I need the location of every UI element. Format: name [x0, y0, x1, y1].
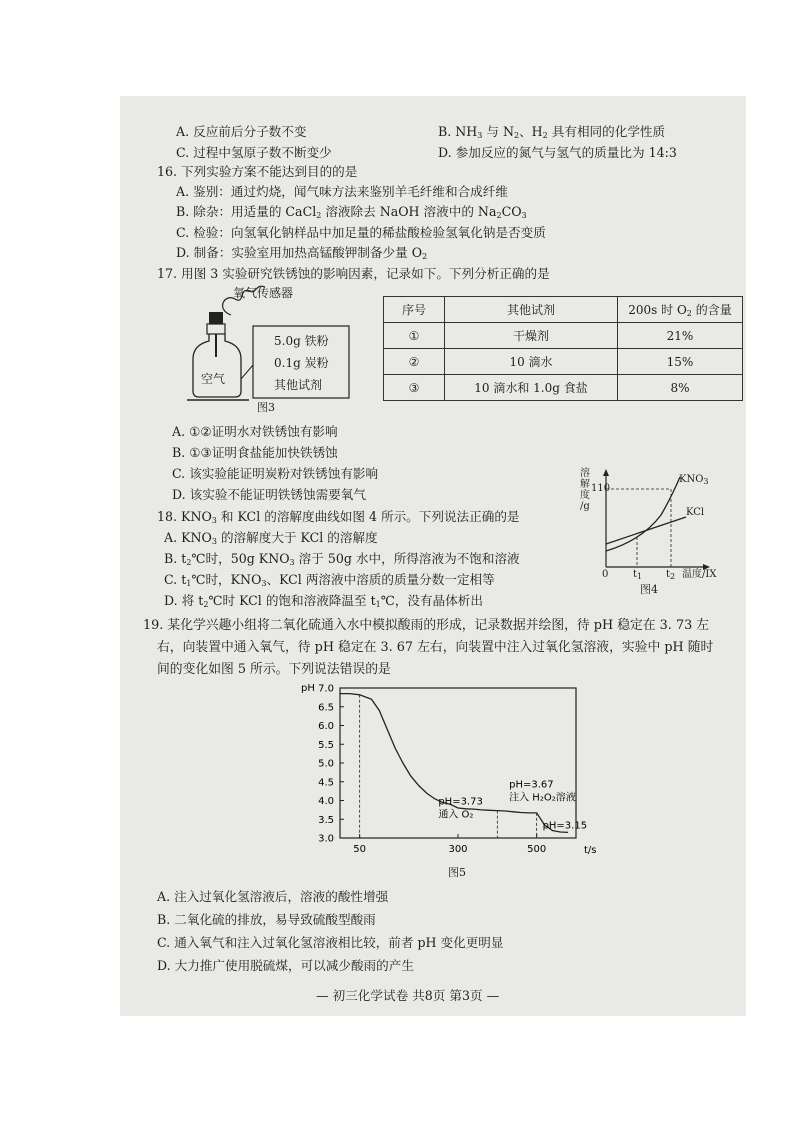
q18-option-a: A. $KNO_3$ 的溶解度大于 KCl 的溶解度 — [164, 530, 378, 546]
fig4-y-arrow — [603, 469, 609, 476]
oxygen-sensor-label: 氧气传感器 — [233, 286, 294, 300]
q16-stem: 16. 下列实验方案不能达到目的的是 — [157, 164, 358, 179]
table-row — [384, 375, 743, 401]
fig4-t1: $t_1$ — [633, 569, 643, 581]
q16-option-c: C. 检验：向氢氧化钠样品中加足量的稀盐酸检验氢氧化钠是否变质 — [176, 225, 546, 240]
q15-option-a: A. 反应前后分子数不变 — [176, 124, 307, 139]
figure-4-caption: 图4 — [640, 583, 658, 596]
kno3-label: $KNO_3$ — [679, 474, 709, 486]
q16-option-a: A. 鉴别：通过灼烧，闻气味方法来鉴别羊毛纤维和合成纤维 — [176, 184, 508, 199]
q17-option-b: B. ①③证明食盐能加快铁锈蚀 — [172, 445, 338, 460]
q18-option-c: C. $t_1℃$时，$KNO_3$、KCl 两溶液中溶质的质量分数一定相等 — [164, 572, 495, 588]
box-line-2: 0.1g 炭粉 — [274, 356, 329, 370]
q16-option-d: D. 制备：实验室用加热高锰酸钾制备少量 $O_2$ — [176, 245, 428, 261]
x-tick-label: 500 — [527, 844, 547, 855]
fig4-xlabel: 温度/IX — [682, 569, 717, 580]
q18-stem: 18. $KNO_3$ 和 KCl 的溶解度曲线如图 4 所示。下列说法正确的是 — [157, 509, 520, 525]
table-header-row — [384, 297, 743, 323]
y-tick-label: 7.0 — [318, 683, 334, 695]
figure-5-caption: 图5 — [448, 866, 466, 879]
table-cell: 10 滴水 — [445, 349, 618, 375]
q15-option-d: D. 参加反应的氮气与氢气的质量比为 14:3 — [438, 145, 677, 160]
table-cell: 8% — [618, 375, 743, 401]
q15-option-b: B. $NH_3$ 与 $N_2$、$H_2$ 具有相同的化学性质 — [438, 124, 666, 140]
kcl-label: KCl — [686, 507, 705, 518]
table-header: 其他试剂 — [445, 297, 618, 323]
y-tick-label: 6.5 — [318, 702, 334, 714]
table-row — [384, 323, 743, 349]
table-cell: 21% — [618, 323, 743, 349]
table-cell: 15% — [618, 349, 743, 375]
q19-option-b: B. 二氧化硫的排放，易导致硫酸型酸雨 — [157, 912, 376, 927]
page-footer: — 初三化学试卷 共8页 第3页 — — [316, 988, 500, 1003]
chart-annotation: 注入 H₂O₂溶液 — [509, 792, 576, 804]
figure-3-caption: 图3 — [257, 401, 275, 414]
q19-option-d: D. 大力推广使用脱硫煤，可以减少酸雨的产生 — [157, 958, 414, 973]
table-header: 200s 时 $O_2$ 的含量 — [618, 297, 743, 323]
sensor-probe-top — [209, 312, 223, 324]
q17-stem: 17. 用图 3 实验研究铁锈蚀的影响因素，记录如下。下列分析正确的是 — [157, 266, 550, 281]
q17-table — [383, 296, 743, 401]
chart-annotation: pH=3.73 — [438, 796, 483, 808]
y-tick-label: 6.0 — [318, 721, 334, 732]
figure-5-ph-chart — [290, 678, 600, 863]
table-cell: ② — [384, 349, 445, 375]
q19-stem-line1: 19. 某化学兴趣小组将二氧化硫通入水中模拟酸雨的形成，记录数据并绘图，待 pH 稳定在 3. 73 左 — [143, 618, 710, 633]
air-label: 空气 — [201, 372, 226, 386]
table-cell: 10 滴水和 1.0g 食盐 — [445, 375, 618, 401]
q17-option-c: C. 该实验能证明炭粉对铁锈蚀有影响 — [172, 466, 379, 481]
fig4-ylabel: 溶 解 度 /g — [580, 468, 590, 512]
kcl-curve — [606, 517, 686, 544]
q15-option-c: C. 过程中氢原子数不断变少 — [176, 145, 332, 160]
chart-annotation: 通入 O₂ — [438, 809, 474, 821]
q18-option-b: B. $t_2℃$时，50g $KNO_3$ 溶于 50g 水中，所得溶液为不饱和溶液 — [164, 551, 520, 567]
q16-option-b: B. 除杂：用适量的 CaCl$_2$ 溶液除去 NaOH 溶液中的 $Na_2CO_3$ — [176, 204, 527, 220]
x-axis-label: t/s — [584, 845, 597, 856]
box-line-1: 5.0g 铁粉 — [274, 334, 329, 348]
table-row — [384, 349, 743, 375]
q19-stem-line3: 间的变化如图 5 所示。下列说法错误的是 — [157, 662, 391, 677]
bottle-stopper — [207, 324, 225, 334]
chart-annotations — [438, 779, 587, 831]
y-tick-label: 4.5 — [318, 777, 334, 789]
fig4-origin: 0 — [602, 569, 609, 580]
chart-annotation: pH=3.67 — [509, 779, 554, 791]
q19-option-c: C. 通入氧气和注入过氧化氢溶液相比较，前者 pH 变化更明显 — [157, 935, 504, 950]
fig4-t2: $t_2$ — [666, 569, 676, 581]
x-tick-label: 300 — [448, 844, 468, 855]
y-tick-label: 4.0 — [318, 796, 334, 807]
fig4-y110: 110 — [591, 483, 611, 494]
x-tick-label: 50 — [353, 844, 367, 855]
y-tick-label: 5.0 — [318, 758, 334, 770]
q19-option-a: A. 注入过氧化氢溶液后，溶液的酸性增强 — [157, 889, 389, 904]
table-cell: ① — [384, 323, 445, 349]
x-ticks — [353, 834, 546, 855]
table-cell: ③ — [384, 375, 445, 401]
table-cell: 干燥剂 — [445, 323, 618, 349]
q19-stem-line2: 右，向装置中通入氧气，待 pH 稳定在 3. 67 左右，向装置中注入过氧化氢溶液，实验中 pH 随时 — [157, 640, 714, 655]
chart-annotation: pH=3.15 — [542, 820, 588, 832]
y-tick-label: 5.5 — [318, 739, 334, 751]
q17-option-d: D. 该实验不能证明铁锈蚀需要氧气 — [172, 487, 366, 502]
table-header: 序号 — [384, 297, 445, 323]
y-tick-label: 3.5 — [318, 814, 334, 826]
y-axis-label: pH — [301, 683, 315, 694]
q17-option-a: A. ①②证明水对铁锈蚀有影响 — [172, 424, 338, 439]
pointer-line — [241, 365, 253, 379]
q18-option-d: D. 将 $t_2℃$时 KCl 的饱和溶液降温至 $t_1℃$，没有晶体析出 — [164, 593, 483, 609]
box-line-3: 其他试剂 — [274, 378, 323, 392]
y-tick-label: 3.0 — [318, 833, 334, 845]
